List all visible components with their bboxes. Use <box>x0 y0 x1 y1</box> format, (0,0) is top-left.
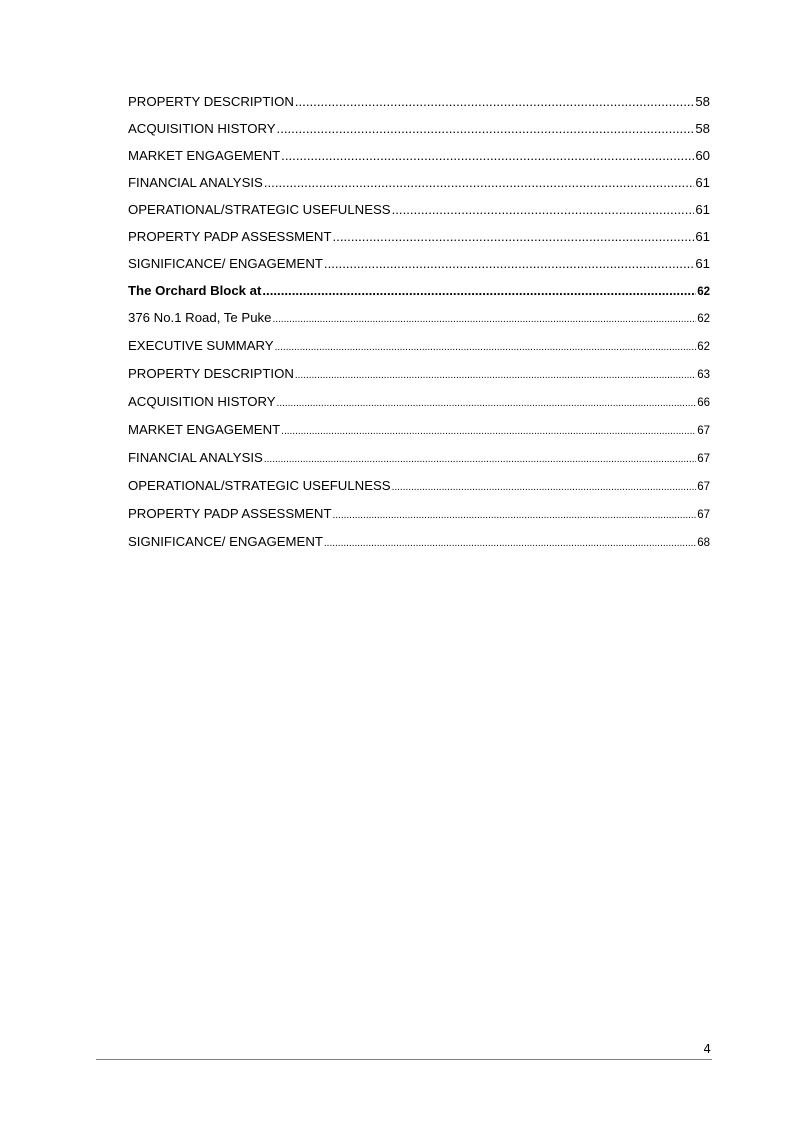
toc-entry-page: 61 <box>695 175 710 190</box>
footer-divider <box>96 1059 712 1060</box>
toc-heading-entry[interactable] <box>128 283 710 298</box>
toc-entry-page: 67 <box>697 425 710 437</box>
toc-leader-dots <box>277 121 695 136</box>
toc-entry-page: 67 <box>697 509 710 521</box>
toc-entry-page: 61 <box>695 229 710 244</box>
toc-entry[interactable] <box>128 175 710 190</box>
toc-entry[interactable] <box>128 394 710 409</box>
toc-entry-page: 67 <box>697 481 710 493</box>
toc-entry-page: 60 <box>695 148 710 163</box>
toc-entry[interactable] <box>128 148 710 163</box>
toc-entry-page: 58 <box>695 94 710 109</box>
toc-entry-page: 67 <box>697 453 710 465</box>
toc-entry-label: ACQUISITION HISTORY <box>128 121 276 136</box>
toc-entry-label: SIGNIFICANCE/ ENGAGEMENT <box>128 534 323 549</box>
toc-entry-label: EXECUTIVE SUMMARY <box>128 338 274 353</box>
toc-entry-page: 68 <box>697 537 710 549</box>
toc-entry-label: MARKET ENGAGEMENT <box>128 148 281 163</box>
toc-entry-page: 63 <box>697 369 710 381</box>
toc-entry-label: MARKET ENGAGEMENT <box>128 422 281 437</box>
toc-entry-label: PROPERTY DESCRIPTION <box>128 366 294 381</box>
toc-entry-page: 66 <box>697 397 710 409</box>
toc-entry[interactable] <box>128 121 710 136</box>
toc-leader-dots <box>392 482 697 493</box>
toc-leader-dots <box>295 94 694 109</box>
toc-entry-page: 61 <box>695 202 710 217</box>
toc-entry-label: OPERATIONAL/STRATEGIC USEFULNESS <box>128 202 391 217</box>
toc-entry-page: 58 <box>695 121 710 136</box>
table-of-contents <box>128 94 710 549</box>
toc-entry-label: ACQUISITION HISTORY <box>128 394 276 409</box>
toc-leader-dots <box>333 229 695 244</box>
toc-leader-dots <box>281 426 696 437</box>
toc-entry-label: The Orchard Block at <box>128 283 262 298</box>
toc-entry[interactable] <box>128 478 710 493</box>
toc-entry-page: 62 <box>697 313 710 325</box>
toc-entry[interactable] <box>128 534 710 549</box>
toc-leader-dots <box>333 510 697 521</box>
toc-entry-label: PROPERTY DESCRIPTION <box>128 94 294 109</box>
toc-entry-page: 62 <box>697 286 710 298</box>
toc-leader-dots <box>324 256 694 271</box>
toc-entry-label: PROPERTY PADP ASSESSMENT <box>128 229 332 244</box>
toc-leader-dots <box>272 314 696 325</box>
toc-entry[interactable] <box>128 202 710 217</box>
toc-entry-label: SIGNIFICANCE/ ENGAGEMENT <box>128 256 323 271</box>
toc-leader-dots <box>324 538 696 549</box>
toc-entry[interactable] <box>128 94 710 109</box>
toc-entry[interactable] <box>128 310 710 325</box>
toc-entry[interactable] <box>128 338 710 353</box>
toc-entry[interactable] <box>128 229 710 244</box>
toc-leader-dots <box>277 398 697 409</box>
toc-entry-label: PROPERTY PADP ASSESSMENT <box>128 506 332 521</box>
toc-entry-page: 62 <box>697 341 710 353</box>
toc-leader-dots <box>275 342 697 353</box>
toc-entry-label: 376 No.1 Road, Te Puke <box>128 310 272 325</box>
toc-entry-label: FINANCIAL ANALYSIS <box>128 175 263 190</box>
toc-entry-label: FINANCIAL ANALYSIS <box>128 450 263 465</box>
toc-leader-dots <box>281 148 694 163</box>
toc-entry[interactable] <box>128 256 710 271</box>
toc-leader-dots <box>264 454 696 465</box>
toc-entry[interactable] <box>128 422 710 437</box>
toc-leader-dots <box>295 370 696 381</box>
toc-leader-dots <box>262 283 696 298</box>
toc-entry[interactable] <box>128 450 710 465</box>
toc-entry-page: 61 <box>695 256 710 271</box>
toc-leader-dots <box>264 175 694 190</box>
toc-leader-dots <box>392 202 695 217</box>
toc-entry[interactable] <box>128 366 710 381</box>
page-number: 4 <box>703 1042 711 1056</box>
toc-entry-label: OPERATIONAL/STRATEGIC USEFULNESS <box>128 478 391 493</box>
toc-entry[interactable] <box>128 506 710 521</box>
